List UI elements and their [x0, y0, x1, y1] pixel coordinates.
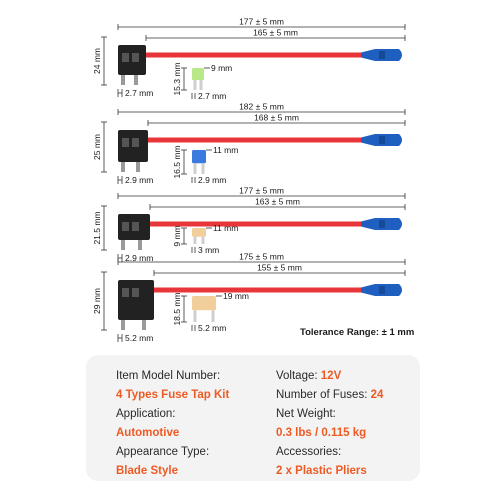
- weight-label: Net Weight:: [276, 408, 336, 420]
- holder-height-dim-1: [92, 37, 107, 85]
- total-length-dim-2-label: 182 ± 5 mm: [239, 101, 284, 112]
- voltage-row: [276, 367, 383, 386]
- fuse-slot-a-1: [122, 53, 129, 62]
- leg-width-label-1: 2.7 mm: [125, 88, 154, 98]
- fuse-width-label-4: 19 mm: [223, 291, 249, 301]
- fuse-leg-left-2: [194, 163, 197, 174]
- fuse-slot-b-4: [132, 288, 139, 297]
- fuse-leg-right-4: [212, 310, 215, 322]
- terminal-ring-2: [379, 136, 385, 144]
- wire-length-dim-4-label: 155 ± 5 mm: [257, 262, 302, 273]
- spec-column-right: [276, 367, 383, 481]
- blade-fuse-3: [192, 228, 206, 237]
- fuse-height-dim-4: [172, 292, 187, 325]
- holder-height-dim-3: [92, 206, 107, 250]
- fuse-height-dim-1-label: 15.3 mm: [172, 62, 182, 96]
- fuse-leg-right-3: [202, 237, 205, 244]
- fuses-row: [276, 386, 383, 405]
- terminal-ring-4: [379, 286, 385, 294]
- total-length-dim-4-label: 175 ± 5 mm: [239, 251, 284, 262]
- fuse-slot-b-2: [132, 138, 139, 147]
- voltage-value: 12V: [320, 370, 342, 382]
- fuse-height-dim-2-label: 16.5 mm: [172, 145, 182, 179]
- fuse-leg-label-4: 5.2 mm: [198, 323, 227, 333]
- red-wire-1: [142, 53, 365, 58]
- fuse-holder-4: [118, 280, 154, 320]
- terminal-ring-3: [379, 220, 385, 228]
- blade-fuse-1: [192, 68, 204, 80]
- voltage-label: Voltage:: [276, 370, 318, 382]
- leg-width-label-2: 2.9 mm: [125, 175, 154, 185]
- wire-length-dim-1-label: 165 ± 5 mm: [253, 27, 298, 38]
- tolerance-note: Tolerance Range: ± 1 mm: [300, 327, 415, 338]
- fuse-height-dim-2: [172, 145, 187, 178]
- blade-fuse-4: [192, 296, 216, 310]
- holder-leg-right-1: [134, 75, 138, 85]
- leg-width-label-4: 5.2 mm: [125, 333, 154, 343]
- fuse-slot-a-4: [122, 288, 129, 297]
- fuse-width-label-2: 11 mm: [213, 145, 239, 155]
- fuse-slot-a-2: [122, 138, 129, 147]
- model-value: 4 Types Fuse Tap Kit: [116, 389, 230, 401]
- holder-height-dim-1-label: 24 mm: [92, 48, 102, 74]
- wire-length-dim-1: [146, 28, 405, 42]
- fuse-leg-label-2: 2.9 mm: [198, 175, 227, 185]
- fuse-height-dim-3: [172, 225, 187, 246]
- fuses-label: Number of Fuses:: [276, 389, 368, 401]
- holder-height-dim-4-label: 29 mm: [92, 288, 102, 314]
- fuse-leg-label-1: 2.7 mm: [198, 91, 227, 101]
- total-length-dim-1-label: 177 ± 5 mm: [239, 16, 284, 27]
- holder-leg-left-1: [121, 75, 125, 85]
- wire-length-dim-3-label: 163 ± 5 mm: [255, 196, 300, 207]
- fuse-slot-b-1: [132, 53, 139, 62]
- application-value: Automotive: [116, 427, 180, 439]
- model-label: Item Model Number:: [116, 370, 221, 382]
- red-wire-2: [144, 138, 365, 143]
- fuse-slot-a-3: [122, 222, 129, 231]
- leg-width-label-3: 2.9 mm: [125, 253, 154, 263]
- fuse-width-label-3: 11 mm: [213, 223, 239, 233]
- fuse-leg-right-1: [200, 80, 203, 90]
- appearance-label: Appearance Type:: [116, 446, 210, 458]
- wire-length-dim-2-label: 168 ± 5 mm: [254, 112, 299, 123]
- holder-leg-left-4: [121, 320, 125, 330]
- fuse-slot-b-3: [132, 222, 139, 231]
- fuse-tap-2: [92, 102, 405, 186]
- holder-height-dim-2-label: 25 mm: [92, 134, 102, 160]
- fuse-leg-label-3: 3 mm: [198, 245, 220, 255]
- accessories-label: Accessories:: [276, 446, 342, 458]
- fuse-leg-left-4: [194, 310, 197, 322]
- spec-column-left: [116, 367, 229, 481]
- fuses-value: 24: [370, 389, 384, 401]
- fuse-leg-left-1: [194, 80, 197, 90]
- accessories-value: 2 x Plastic Pliers: [276, 465, 367, 477]
- holder-leg-left-2: [121, 162, 125, 172]
- wire-length-dim-3: [150, 197, 405, 211]
- fuse-tap-1: [92, 17, 405, 102]
- holder-leg-right-4: [142, 320, 146, 330]
- blade-fuse-2: [192, 150, 206, 163]
- total-length-dim-3-label: 177 ± 5 mm: [239, 185, 284, 196]
- wire-length-dim-2: [148, 113, 405, 127]
- holder-height-dim-2: [92, 122, 107, 172]
- fuse-height-dim-4-label: 18.5 mm: [172, 292, 182, 326]
- fuse-width-label-1: 9 mm: [211, 63, 233, 73]
- fuse-leg-left-3: [194, 237, 197, 244]
- red-wire-4: [150, 288, 365, 293]
- wire-length-dim-4: [154, 263, 405, 277]
- holder-leg-right-2: [136, 162, 140, 172]
- fuse-height-dim-1: [172, 62, 187, 95]
- spec-card: [86, 355, 420, 481]
- fuse-height-dim-3-label: 9 mm: [172, 225, 182, 247]
- weight-value: 0.3 lbs / 0.115 kg: [276, 427, 367, 439]
- appearance-value: Blade Style: [116, 465, 178, 477]
- holder-leg-right-3: [138, 240, 142, 250]
- fuse-leg-right-2: [202, 163, 205, 174]
- terminal-ring-1: [379, 51, 385, 59]
- holder-leg-left-3: [121, 240, 125, 250]
- holder-height-dim-4: [92, 272, 107, 330]
- application-label: Application:: [116, 408, 176, 420]
- holder-height-dim-3-label: 21.5 mm: [92, 211, 102, 245]
